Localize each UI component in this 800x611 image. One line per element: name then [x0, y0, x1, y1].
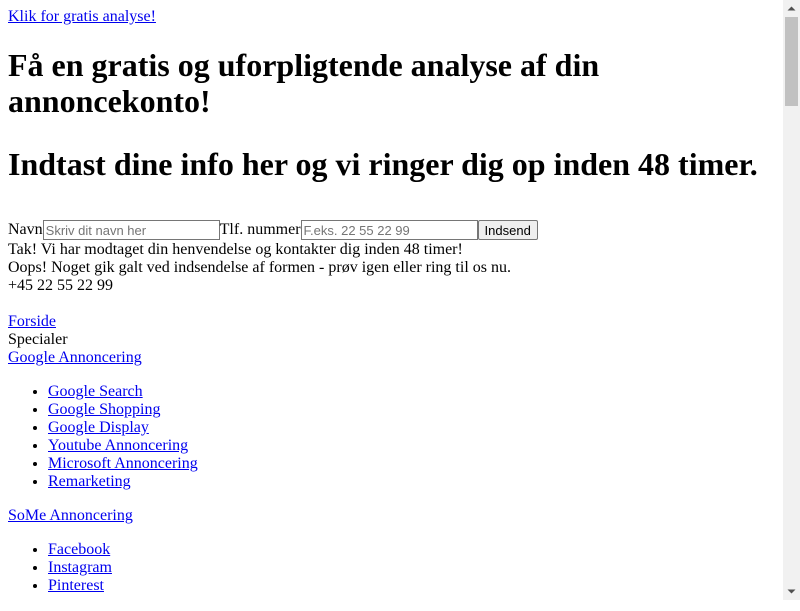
- list-item: [48, 455, 778, 473]
- free-analysis-link[interactable]: Klik for gratis analyse!: [8, 8, 156, 25]
- scroll-up-arrow-icon[interactable]: [783, 0, 800, 17]
- list-item: [48, 419, 778, 437]
- google-shopping-link[interactable]: Google Shopping: [48, 401, 161, 418]
- vertical-scrollbar[interactable]: [783, 0, 800, 600]
- name-input[interactable]: [43, 220, 220, 240]
- list-item: [48, 577, 778, 595]
- phone-label: Tlf. nummer: [219, 221, 301, 238]
- phone-number-text: +45 22 55 22 99: [8, 277, 114, 294]
- success-message: Tak! Vi har modtaget din henvendelse og kontakter dig inden 48 timer!: [8, 241, 463, 258]
- list-item: [48, 437, 778, 455]
- nav-google-heading-link[interactable]: Google Annoncering: [8, 349, 142, 366]
- microsoft-ads-link[interactable]: Microsoft Annoncering: [48, 455, 198, 472]
- phone-input[interactable]: [301, 220, 478, 240]
- list-item: [48, 401, 778, 419]
- scroll-down-arrow-icon[interactable]: [783, 583, 800, 600]
- facebook-link[interactable]: Facebook: [48, 541, 111, 558]
- google-search-link[interactable]: Google Search: [48, 383, 143, 400]
- instagram-link[interactable]: Instagram: [48, 559, 112, 576]
- page-title: Få en gratis og uforpligtende analyse af din annoncekonto!: [8, 47, 600, 119]
- nav-home-link[interactable]: Forside: [8, 313, 56, 330]
- remarketing-link[interactable]: Remarketing: [48, 473, 131, 490]
- some-services-list: [8, 541, 778, 595]
- name-label: Navn: [8, 221, 43, 238]
- main-nav: [8, 313, 778, 595]
- nav-specials-label: Specialer: [8, 331, 68, 348]
- nav-some-heading-link[interactable]: SoMe Annoncering: [8, 507, 133, 524]
- error-message: Oops! Noget gik galt ved indsendelse af formen - prøv igen eller ring til os nu.: [8, 259, 511, 276]
- callback-form: [8, 219, 778, 241]
- page-subtitle: Indtast dine info her og vi ringer dig op inden 48 timer.: [8, 146, 758, 182]
- page-content: [8, 8, 778, 611]
- submit-button[interactable]: Indsend: [478, 220, 538, 240]
- google-display-link[interactable]: Google Display: [48, 419, 149, 436]
- list-item: [48, 541, 778, 559]
- list-item: [48, 473, 778, 491]
- pinterest-link[interactable]: Pinterest: [48, 577, 104, 594]
- list-item: [48, 383, 778, 401]
- google-services-list: [8, 383, 778, 491]
- scroll-thumb[interactable]: [785, 17, 798, 106]
- list-item: [48, 559, 778, 577]
- youtube-ads-link[interactable]: Youtube Annoncering: [48, 437, 189, 454]
